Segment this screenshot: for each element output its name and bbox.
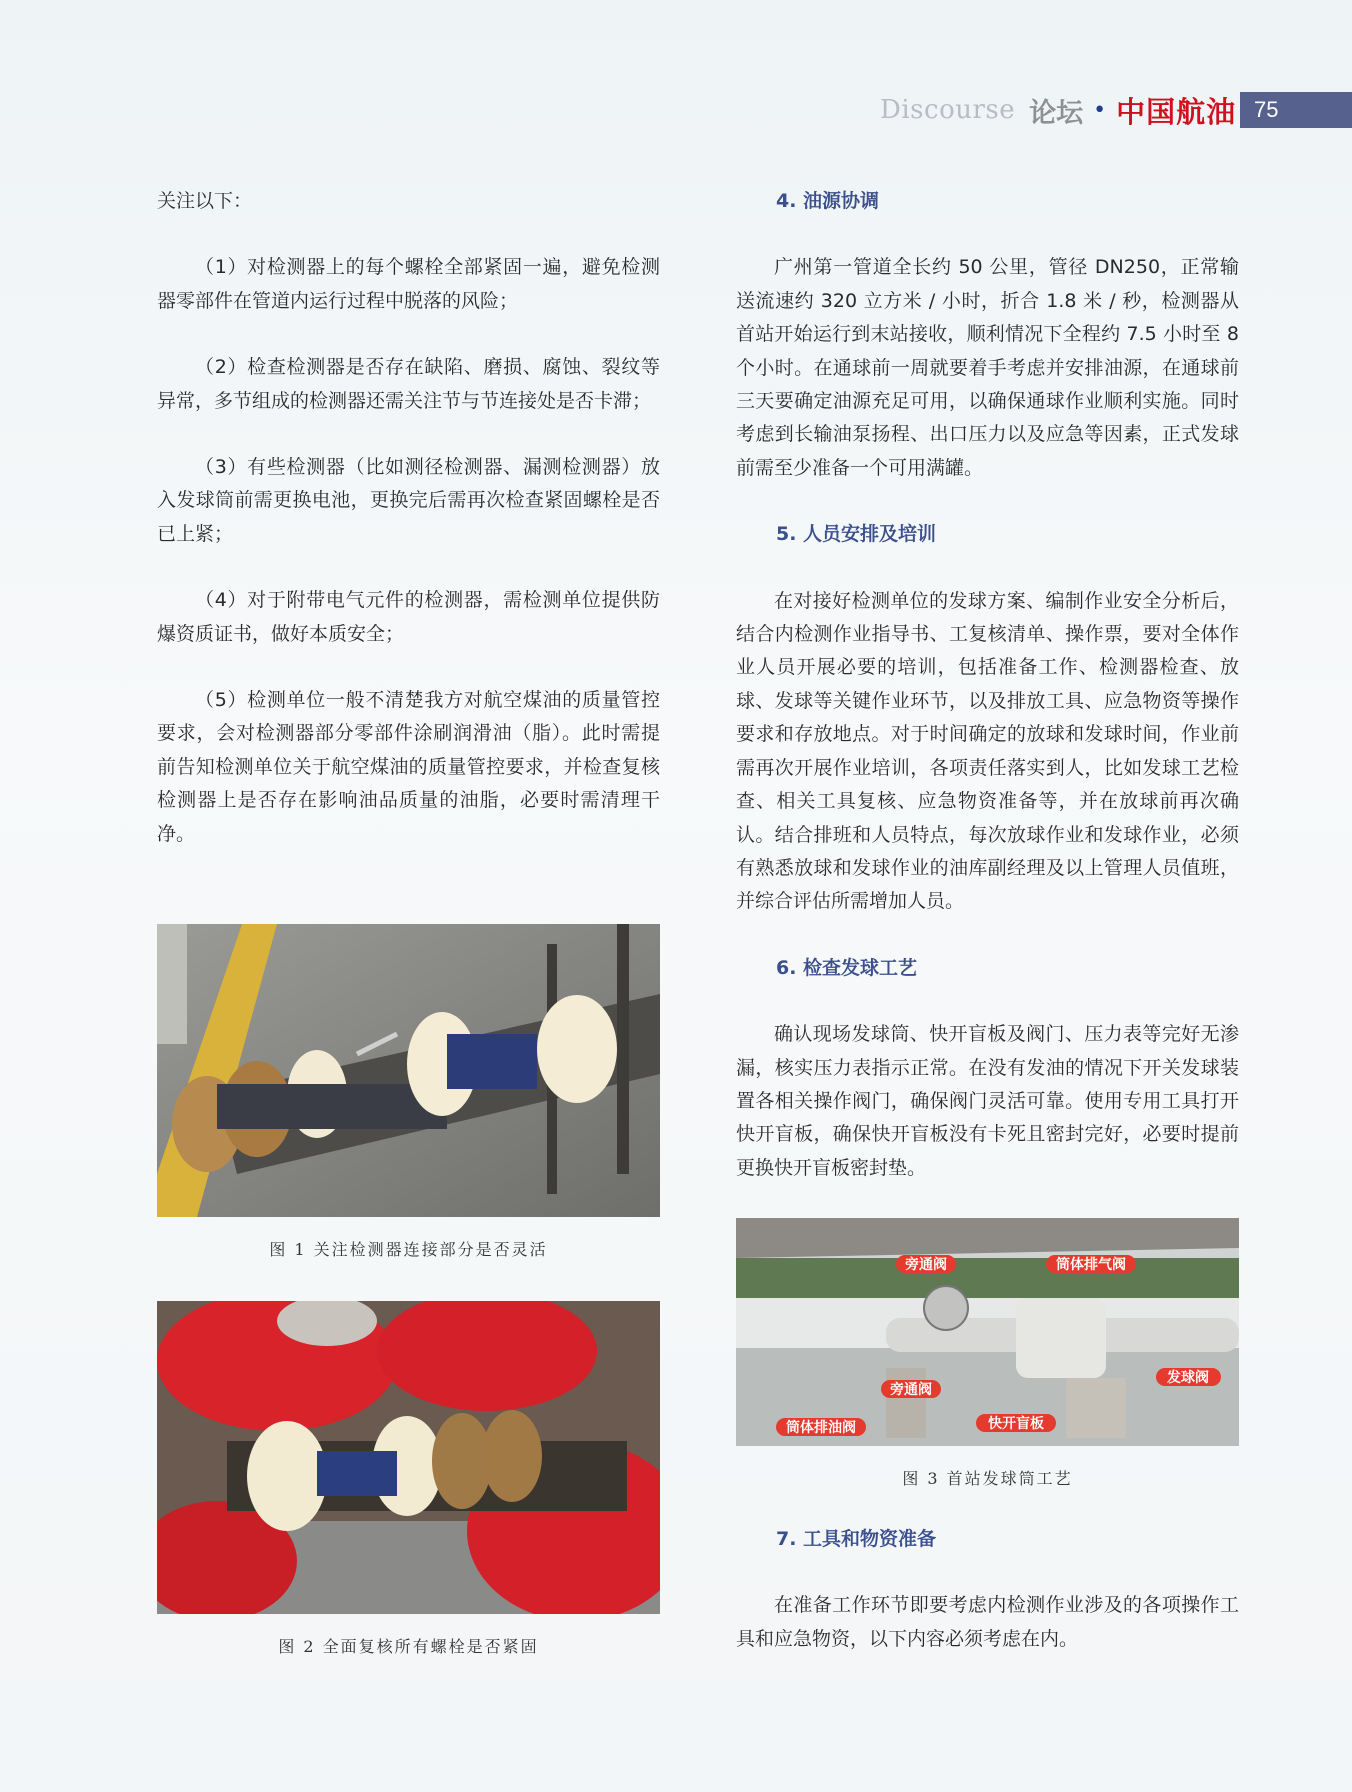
section-paragraph-5: 在对接好检测单位的发球方案、编制作业安全分析后，结合内检测作业指导书、工复核清单、操作票，要对全体作业人员开展必要的培训，包括准备工作、检测器检查、放球、发球等关键作业环节，以及排放工具、应急物资等操作要求和存放地点。对于时间确定的放球和发球时间，作业前需再次开展作业培训，各项责任落实到人，比如发球工艺检查、相关工具复核、应急物资准备等，并在放球前再次确认。结合排班和人员特点，每次放球作业和发球作业，必须有熟悉放球和发球作业的油库副经理及以上管理人员值班，并综合评估所需增加人员。 (736, 589, 1239, 913)
header-brand: 中国航油 (1116, 94, 1237, 129)
label-top-right: 筒体排气阀 (1056, 1257, 1126, 1273)
figure-3-caption: 图 3 首站发球筒工艺 (902, 1469, 1073, 1488)
header-dot: • (1093, 97, 1107, 123)
lead-text: 关注以下： (157, 190, 253, 212)
section-heading-4: 4. 油源协调 (776, 190, 880, 212)
label-mid-left: 旁通阀 (890, 1382, 932, 1398)
figure-1-photo (157, 924, 660, 1217)
section-paragraph-7: 在准备工作环节即要考虑内检测作业涉及的各项操作工具和应急物资，以下内容必须考虑在内。 (736, 1594, 1239, 1650)
list-item: （2）检查检测器是否存在缺陷、磨损、腐蚀、裂纹等异常，多节组成的检测器还需关注节与节连接处是否卡滞； (157, 356, 660, 412)
label-bottom-left: 筒体排油阀 (786, 1420, 856, 1436)
figure-2-photo (157, 1301, 660, 1614)
list-item: （3）有些检测器（比如测径检测器、漏测检测器）放入发球筒前需更换电池，更换完后需再次检查紧固螺栓是否已上紧； (157, 456, 660, 545)
header-section: 论坛 (1029, 97, 1084, 129)
figure-2-caption: 图 2 全面复核所有螺栓是否紧固 (278, 1637, 539, 1656)
label-top-left: 旁通阀 (905, 1257, 947, 1273)
figure-3-photo (736, 1218, 1239, 1446)
section-heading-7: 7. 工具和物资准备 (776, 1528, 937, 1550)
section-heading-5: 5. 人员安排及培训 (776, 523, 937, 546)
figure-1-caption: 图 1 关注检测器连接部分是否灵活 (269, 1240, 548, 1259)
section-heading-6: 6. 检查发球工艺 (776, 956, 918, 979)
list-item: （1）对检测器上的每个螺栓全部紧固一遍，避免检测器零部件在管道内运行过程中脱落的风险； (157, 256, 660, 312)
list-item: （4）对于附带电气元件的检测器，需检测单位提供防爆资质证书，做好本质安全； (157, 589, 660, 645)
right-column (736, 185, 1239, 1218)
running-header (880, 92, 1246, 128)
label-right: 发球阀 (1167, 1370, 1209, 1386)
list-item: （5）检测单位一般不清楚我方对航空煤油的质量管控要求，会对检测器部分零部件涂刷润滑油（脂）。此时需提前告知检测单位关于航空煤油的质量管控要求，并检查复核检测器上是否存在影响油品质量的油脂，必要时需清理干净。 (157, 689, 660, 845)
right-column-bottom (736, 1523, 1239, 1689)
section-paragraph-6: 确认现场发球筒、快开盲板及阀门、压力表等完好无渗漏，核实压力表指示正常。在没有发油的情况下开关发球装置各相关操作阀门，确保阀门灵活可靠。使用专用工具打开快开盲板，确保快开盲板没有卡死且密封完好，必要时提前更换快开盲板密封垫。 (736, 1023, 1239, 1179)
section-paragraph-4: 广州第一管道全长约 50 公里，管径 DN250，正常输送流速约 320 立方米 / 小时，折合 1.8 米 / 秒，检测器从首站开始运行到末站接收，顺利情况下全程约 7.5 小时至 8 个小时。在通球前一周就要着手考虑并安排油源，在通球前三天要确定油源充足可用，以确保通球作业顺利实施。同时考虑到长输油泵扬程、出口压力以及应急等因素，正式发球前需至少准备一个可用满罐。 (736, 256, 1239, 479)
page-number: 75 (1240, 92, 1352, 128)
left-column (157, 185, 660, 884)
label-bottom-mid: 快开盲板 (988, 1416, 1044, 1432)
header-discourse: Discourse (880, 95, 1016, 125)
